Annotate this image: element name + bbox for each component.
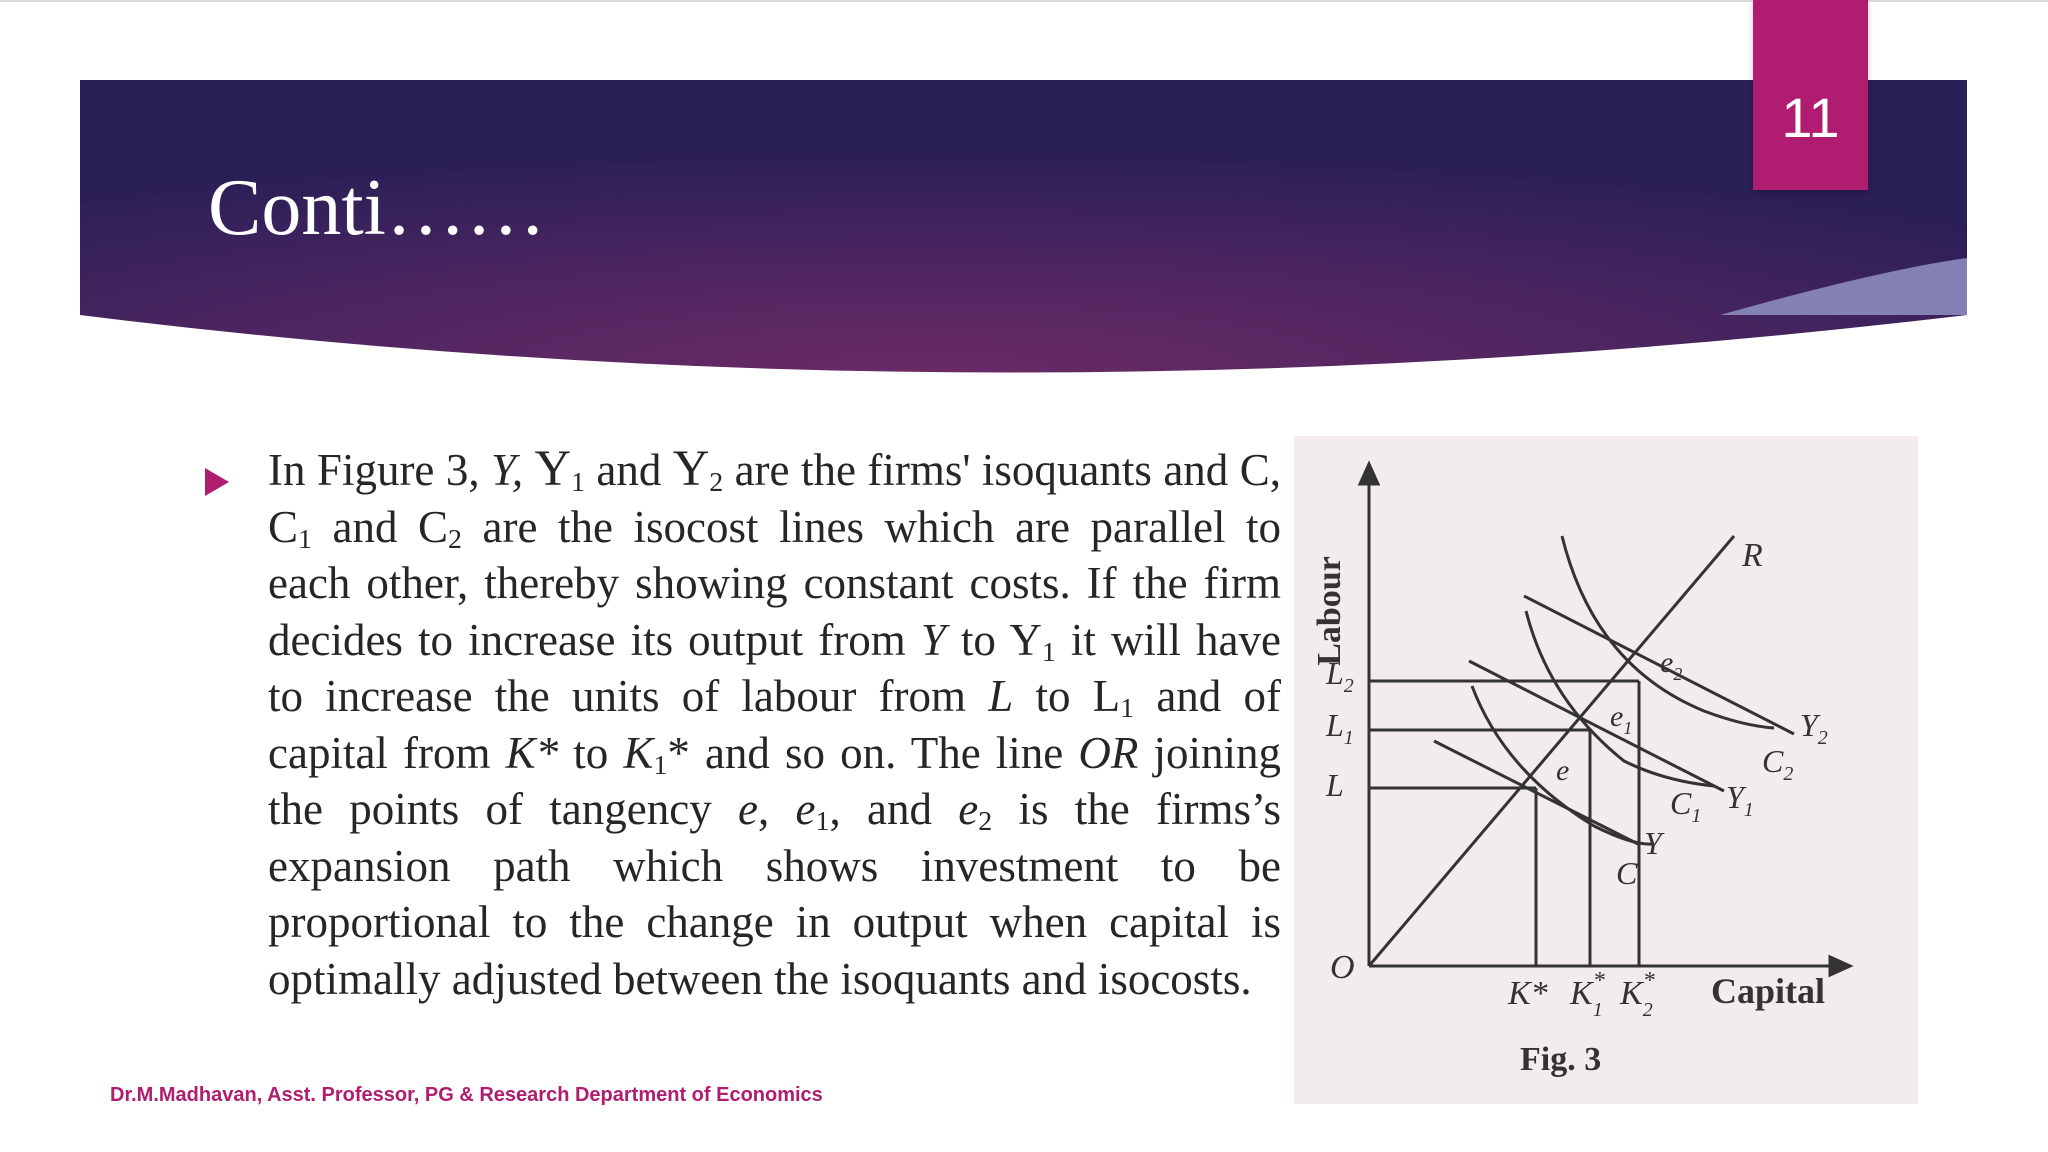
slide-number: 11: [1781, 86, 1840, 149]
bullet-list: [205, 440, 1285, 1007]
x-tick-k1star: K* 1: [1570, 968, 1605, 1021]
point-e1: $e_1$: [1610, 700, 1633, 738]
x-tick-kstar: K*: [1508, 975, 1548, 1012]
figure-caption: Fig. 3: [1520, 1041, 1602, 1078]
x-tick-k2star: K* 2: [1620, 968, 1655, 1021]
bullet-paragraph: In Figure 3, Y, $Y_1$ and $Y_2$ are the firms' isoquants and C, $C_1$ and $C_2$ are the isocost lines which are parallel to each other, thereby showing constant costs. If the firm decides to increase its output from Y to $Y_1$ it will have to increase the units of labour from L to $L_1$ and of capital from K* to $K_1*$ and so on. The line OR joining the points of tangency e, $e_1$, and $e_2$ is the firms’s expansion path which shows investment to be proportional to the change in output when capital is optimally adjusted between the isoquants and isocosts.: [268, 440, 1281, 1004]
y-tick-l2: $L_2$: [1326, 655, 1354, 697]
point-e: e: [1556, 754, 1570, 787]
slide-title: Conti……: [208, 164, 546, 252]
figure-3-diagram: [1294, 436, 1918, 1104]
ray-label: R: [1742, 537, 1763, 574]
isocost-c-label: C: [1616, 855, 1638, 891]
y-axis-label: Labour: [1311, 556, 1348, 666]
bullet-triangle-icon: [205, 468, 229, 496]
y-tick-l: L: [1326, 767, 1344, 803]
x-axis-label: Capital: [1711, 971, 1826, 1011]
slide-footer: Dr.M.Madhavan, Asst. Professor, PG & Research Department of Economics: [110, 1084, 823, 1106]
slide-number-badge: [1753, 0, 1868, 190]
isocost-c2-label: $C_2$: [1762, 743, 1794, 785]
point-e2: $e_2$: [1660, 646, 1683, 684]
origin-label: O: [1330, 949, 1355, 986]
isoquant-y1-label: $Y_1$: [1726, 779, 1754, 821]
isocost-c1-label: $C_1$: [1670, 785, 1702, 827]
y-tick-l1: $L_1$: [1326, 707, 1354, 749]
isoquant-y2-label: $Y_2$: [1800, 707, 1828, 749]
isoquant-y-label: Y: [1644, 825, 1662, 861]
